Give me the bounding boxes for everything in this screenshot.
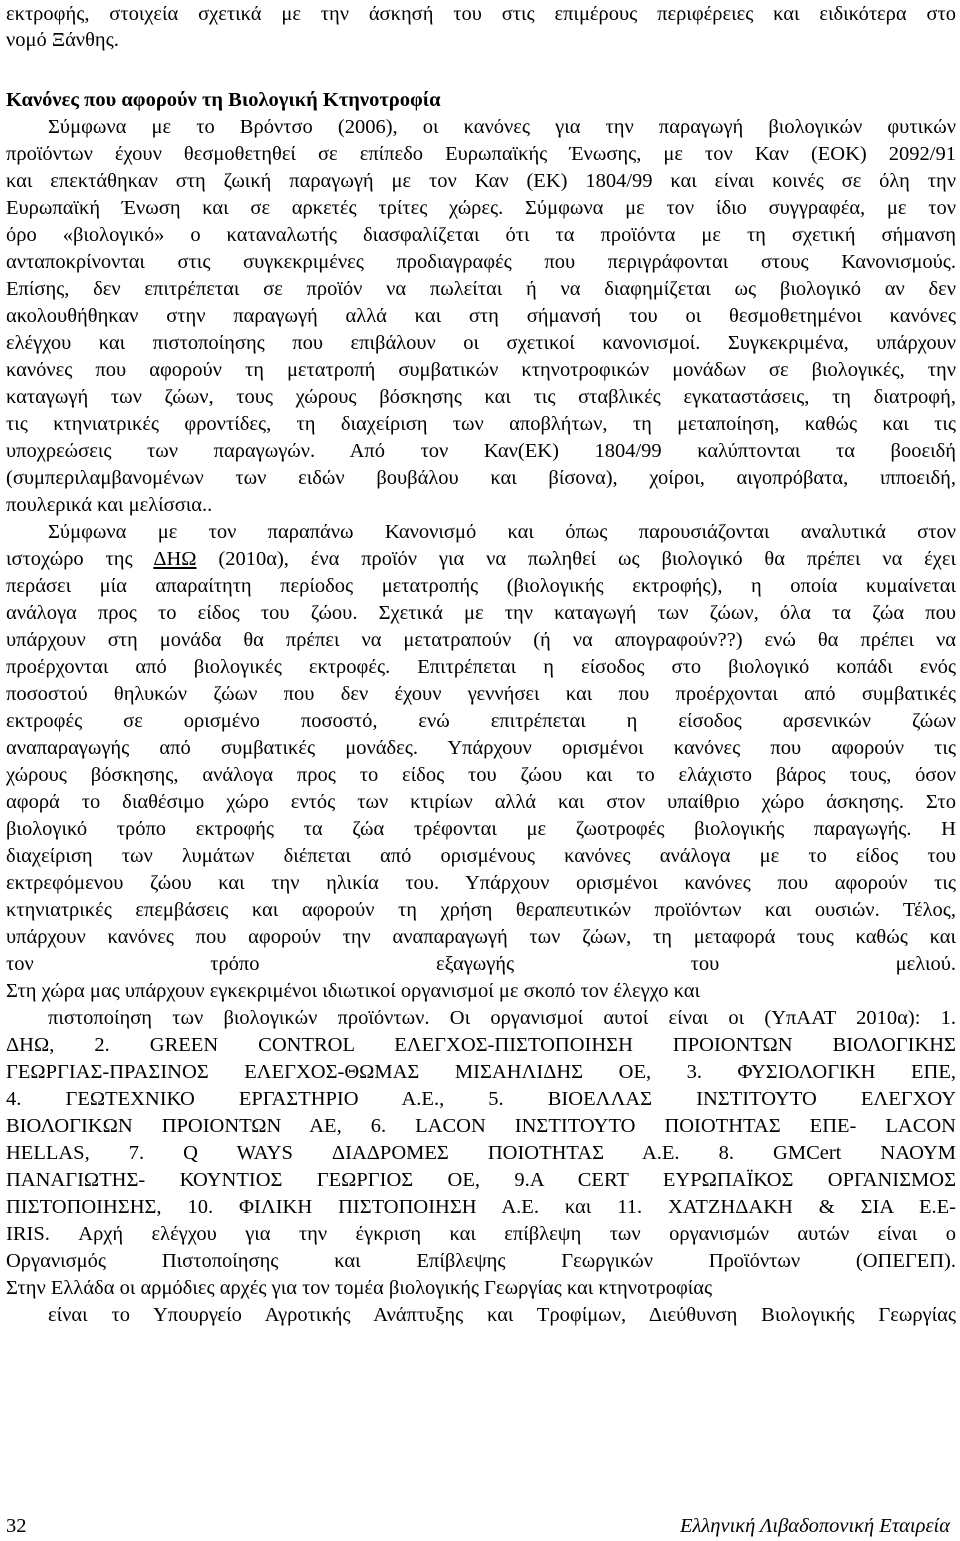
text-line: Στην Ελλάδα οι αρμόδιες αρχές για τον τομέα βιολογικής Γεωργίας και κτηνοτροφίας	[6, 1277, 713, 1299]
text-line: τις κτηνιατρικές φροντίδες, τη διαχείριση των αποβλήτων, τη μεταποίηση, καθώς και τις	[6, 413, 956, 435]
text-line: ΒΙΟΛΟΓΙΚΩΝ ΠΡΟΙΟΝΤΩΝ ΑΕ, 6. LACON ΙΝΣΤΙΤΟΥΤΟ ΠΟΙΟΤΗΤΑΣ ΕΠΕ- LACON	[6, 1115, 956, 1137]
text-span: ιστοχώρο της	[6, 548, 154, 570]
text-line: τον τρόπο εξαγωγής του μελιού.	[6, 953, 956, 975]
text-line: κανόνες που αφορούν τη μετατροπή συμβατικών κτηνοτροφικών μονάδων σε βιολογικές, την	[6, 359, 956, 381]
text-line: ΔΗΩ, 2. GREEN CONTROL ΕΛΕΓΧΟΣ-ΠΙΣΤΟΠΟΙΗΣΗ ΠΡΟΙΟΝΤΩΝ ΒΙΟΛΟΓΙΚΗΣ	[6, 1034, 956, 1056]
text-line: ελέγχου και πιστοποίησης που επιβάλουν οι σχετικοί κανονισμοί. Συγκεκριμένα, υπάρχουν	[6, 332, 956, 354]
text-line: αφορά το διαθέσιμο χώρο εντός των κτιρίων αλλά και στον υπαίθριο χώρο άσκησης. Στο	[6, 791, 956, 813]
text-line: Οργανισμός Πιστοποίησης και Επίβλεψης Γεωργικών Προϊόντων (ΟΠΕΓΕΠ).	[6, 1250, 956, 1272]
text-line: Ευρωπαϊκή Ένωση και σε αρκετές τρίτες χώρες. Σύμφωνα με τον ίδιο συγγραφέα, με τον	[6, 197, 956, 219]
text-line: καταγωγή των ζώων, τους χώρους βόσκησης και τις σταβλικές εγκαταστάσεις, τη διατροφή,	[6, 386, 956, 408]
text-line: διαχείριση των λυμάτων διέπεται από ορισμένους κανόνες ανάλογα με το είδος του	[6, 845, 956, 867]
text-line: πουλερικά και μελίσσια..	[6, 494, 213, 516]
text-line: Επίσης, δεν επιτρέπεται σε προϊόν να πωλείται ή να διαφημίζεται ως βιολογικό αν δεν	[6, 278, 956, 300]
text-line: υπάρχουν στη μονάδα θα πρέπει να μετατραπούν (ή να απογραφούν??) ενώ θα πρέπει να	[6, 629, 956, 651]
text-line: εκτροφής, στοιχεία σχετικά με την άσκησή του στις επιμέρους περιφέρειες και ειδικότερα στο	[6, 3, 956, 25]
page-number: 32	[6, 1515, 27, 1537]
text-line: (συμπεριλαμβανομένων των ειδών βουβάλου και βίσονα), χοίροι, αιγοπρόβατα, ιπποειδή,	[6, 467, 956, 489]
text-line: πιστοποίηση των βιολογικών προϊόντων. Οι οργανισμοί αυτοί είναι οι (ΥπΑΑΤ 2010α): 1.	[48, 1007, 956, 1029]
text-line: προϊόντων έχουν θεσμοθετηθεί σε επίπεδο Ευρωπαϊκής Ένωσης, με τον Καν (ΕΟΚ) 2092/91	[6, 143, 956, 165]
text-line: ΠΑΝΑΓΙΩΤΗΣ- ΚΟΥΝΤΙΟΣ ΓΕΩΡΓΙΟΣ ΟΕ, 9.A CERT ΕΥΡΩΠΑΪΚΟΣ ΟΡΓΑΝΙΣΜΟΣ	[6, 1169, 956, 1191]
text-line: Σύμφωνα με τον παραπάνω Κανονισμό και όπως παρουσιάζονται αναλυτικά στον	[48, 521, 956, 543]
text-line: εκτροφές σε ορισμένο ποσοστό, ενώ επιτρέπεται η είσοδος αρσενικών ζώων	[6, 710, 956, 732]
text-line: IRIS. Αρχή ελέγχου για την έγκριση και επίβλεψη των οργανισμών αυτών είναι ο	[6, 1223, 956, 1245]
text-line: υποχρεώσεις των παραγωγών. Από τον Καν(ΕΚ) 1804/99 καλύπτονται τα βοοειδή	[6, 440, 956, 462]
section-heading: Κανόνες που αφορούν τη Βιολογική Κτηνοτροφία	[6, 89, 441, 111]
text-line: ΓΕΩΡΓΙΑΣ-ΠΡΑΣΙΝΟΣ ΕΛΕΓΧΟΣ-ΘΩΜΑΣ ΜΙΣΑΗΛΙΔΗΣ ΟΕ, 3. ΦΥΣΙΟΛΟΓΙΚΗ ΕΠΕ,	[6, 1061, 956, 1083]
text-line: 4. ΓΕΩΤΕΧΝΙΚΟ ΕΡΓΑΣΤΗΡΙΟ Α.Ε., 5. ΒΙΟΕΛΛΑΣ ΙΝΣΤΙΤΟΥΤΟ ΕΛΕΓΧΟΥ	[6, 1088, 956, 1110]
text-line: ΠΙΣΤΟΠΟΙΗΣΗΣ, 10. ΦΙΛΙΚΗ ΠΙΣΤΟΠΟΙΗΣΗ Α.Ε. και 11. ΧΑΤΖΗΔΑΚΗ & ΣΙΑ Ε.Ε-	[6, 1196, 956, 1218]
text-line: όρο «βιολογικό» ο καταναλωτής διασφαλίζεται ότι τα προϊόντα με τη σχετική σήμανση	[6, 224, 956, 246]
text-line: ανάλογα προς το είδος του ζώου. Σχετικά με την καταγωγή των ζώων, όλα τα ζώα που	[6, 602, 956, 624]
text-line	[6, 547, 956, 571]
text-line: εκτρεφόμενου ζώου και την ηλικία του. Υπάρχουν ορισμένοι κανόνες που αφορούν τις	[6, 872, 956, 894]
text-line: είναι το Υπουργείο Αγροτικής Ανάπτυξης και Τροφίμων, Διεύθυνση Βιολογικής Γεωργίας	[48, 1304, 956, 1326]
footer-organization: Ελληνική Λιβαδοπονική Εταιρεία	[680, 1515, 950, 1537]
text-line: και επεκτάθηκαν στη ζωική παραγωγή με τον Καν (ΕΚ) 1804/99 και είναι κοινές σε όλη την	[6, 170, 956, 192]
link-text[interactable]: ΔΗΩ	[153, 548, 197, 570]
text-line: Σύμφωνα με το Βρόντσο (2006), οι κανόνες για την παραγωγή βιολογικών φυτικών	[48, 116, 956, 138]
text-line: υπάρχουν κανόνες που αφορούν την αναπαραγωγή των ζώων, τη μεταφορά τους καθώς και	[6, 926, 956, 948]
text-line: HELLAS, 7. Q WAYS ΔΙΑΔΡΟΜΕΣ ΠΟΙΟΤΗΤΑΣ Α.Ε. 8. GMCert ΝΑΟΥΜ	[6, 1142, 956, 1164]
text-line: ανταποκρίνονται στις συγκεκριμένες προδιαγραφές που περιγράφονται στους Κανονισμούς.	[6, 251, 956, 273]
text-line: κτηνιατρικές επεμβάσεις και αφορούν τη χρήση θεραπευτικών προϊόντων και ουσιών. Τέλος,	[6, 899, 956, 921]
text-line: προέρχονται από βιολογικές εκτροφές. Επιτρέπεται η είσοδος στο βιολογικό κοπάδι ενός	[6, 656, 956, 678]
text-line: Στη χώρα μας υπάρχουν εγκεκριμένοι ιδιωτικοί οργανισμοί με σκοπό τον έλεγχο και	[6, 980, 701, 1002]
text-line: νομό Ξάνθης.	[6, 29, 119, 51]
text-line: βιολογικό τρόπο εκτροφής τα ζώα τρέφονται με ζωοτροφές βιολογικής παραγωγής. Η	[6, 818, 956, 840]
text-span: (2010α), ένα προϊόν για να πωληθεί ως βιολογικό θα πρέπει να έχει	[196, 548, 956, 570]
text-line: χώρους βόσκησης, ανάλογα προς το είδος του ζώου και το ελάχιστο βάρος τους, όσον	[6, 764, 956, 786]
text-line: ακολουθήθηκαν στην παραγωγή αλλά και στη σήμανσή του οι θεσμοθετημένοι κανόνες	[6, 305, 956, 327]
text-line: ποσοστού θηλυκών ζώων που δεν έχουν γεννήσει και που προέρχονται από συμβατικές	[6, 683, 956, 705]
text-line: αναπαραγωγής από συμβατικές μονάδες. Υπάρχουν ορισμένοι κανόνες που αφορούν τις	[6, 737, 956, 759]
text-line: περάσει μία απαραίτητη περίοδος μετατροπής (βιολογικής εκτροφής), η οποία κυμαίνεται	[6, 575, 956, 597]
